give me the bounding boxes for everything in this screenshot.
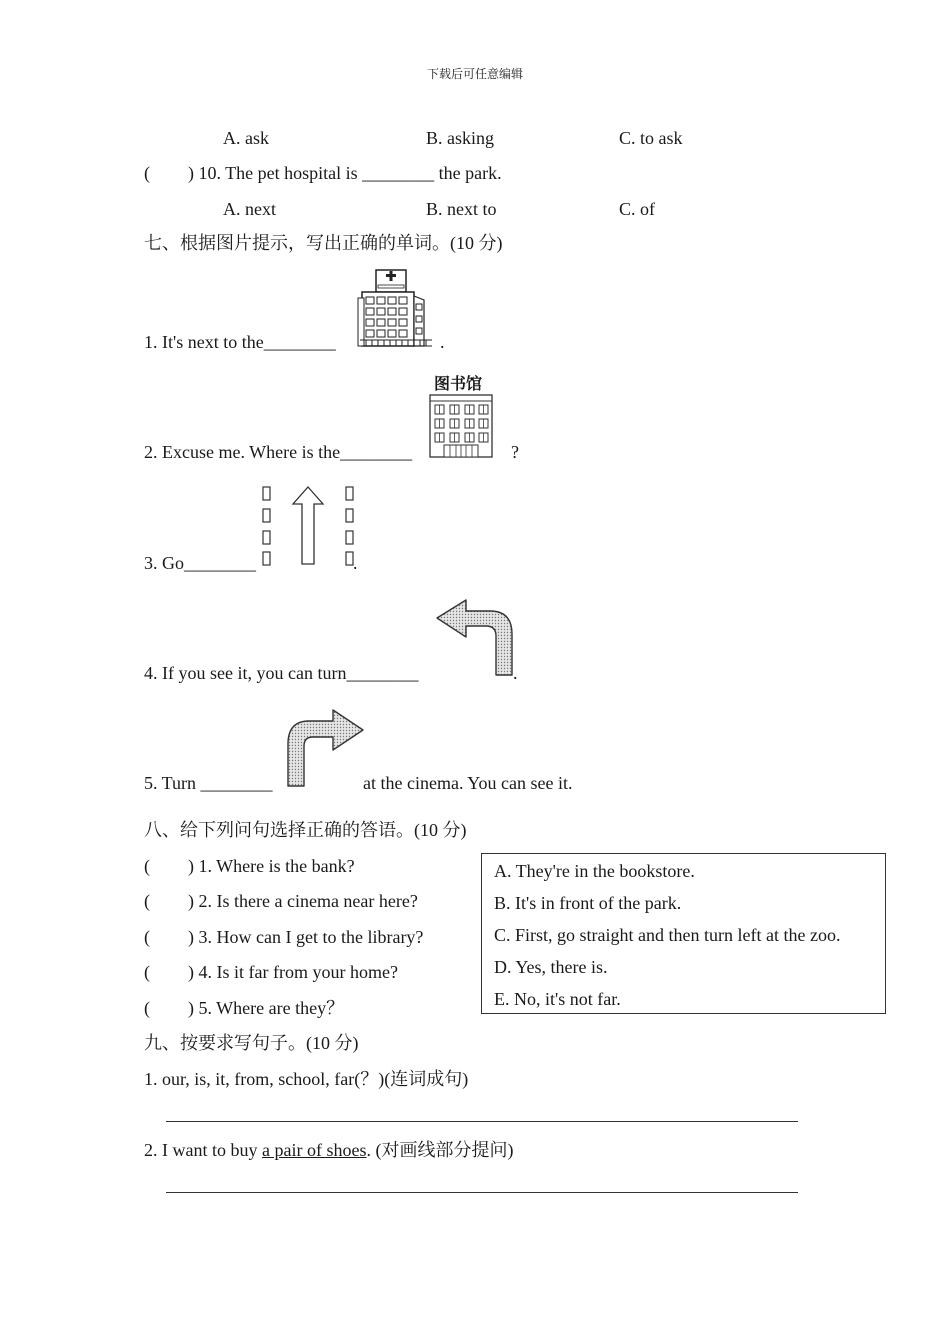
s7-item5-text: 5. Turn ________ <box>144 773 273 793</box>
s7-item3-end: . <box>353 553 358 573</box>
section9-title: 九、按要求写句子。(10 分) <box>144 1033 359 1053</box>
answer-option-d: D. Yes, there is. <box>494 957 608 977</box>
answer-option-b: B. It's in front of the park. <box>494 893 682 913</box>
s8-q1-text: 1. Where is the bank? <box>198 856 355 876</box>
s7-item2-text: 2. Excuse me. Where is the________ <box>144 442 413 462</box>
s8-q5 <box>188 997 344 1019</box>
turn-right-icon <box>285 708 367 790</box>
s9-answer-line-2[interactable] <box>166 1192 798 1193</box>
s7-item1-text: 1. It's next to the________ <box>144 332 336 352</box>
s7-item2-end: ? <box>511 442 519 462</box>
s8-q1-paren-open: ( <box>144 856 150 876</box>
library-icon <box>428 393 496 459</box>
s7-item3-text: 3. Go________ <box>144 553 256 573</box>
s8-q5-paren-open: ( <box>144 998 150 1018</box>
s9-answer-line-1[interactable] <box>166 1121 798 1122</box>
q10-option-b: B. next to <box>426 199 497 219</box>
q9-option-c: C. to ask <box>619 128 683 148</box>
s9-item2 <box>144 1139 513 1161</box>
section7-title: 七、根据图片提示，写出正确的单词。(10 分) <box>144 233 503 253</box>
s7-item4-end: . <box>513 663 518 683</box>
s8-q5-paren-close: ) <box>188 998 194 1018</box>
s7-item5-end: at the cinema. You can see it. <box>363 773 573 793</box>
go-straight-icon <box>258 482 362 568</box>
q10-option-a: A. next <box>223 199 276 219</box>
s8-q2-text: 2. Is there a cinema near here? <box>198 891 418 911</box>
s9-item2-post: . (对画线部分提问) <box>366 1140 514 1160</box>
q9-option-a: A. ask <box>223 128 269 148</box>
s8-q3-text: 3. How can I get to the library? <box>198 927 424 947</box>
s8-q4-paren-open: ( <box>144 962 150 982</box>
q10-text-line <box>188 162 502 184</box>
s9-item2-pre: 2. I want to buy <box>144 1140 262 1160</box>
s8-q2 <box>188 890 418 912</box>
s8-q3-paren-open: ( <box>144 927 150 947</box>
hospital-icon <box>356 268 436 348</box>
section8-title: 八、给下列问句选择正确的答语。(10 分) <box>144 820 467 840</box>
q9-option-b: B. asking <box>426 128 495 148</box>
q10-paren-close: ) <box>188 163 194 183</box>
s7-item1-end: . <box>440 332 445 352</box>
s9-item2-underlined: a pair of shoes <box>261 1140 367 1160</box>
q10-paren-open: ( <box>144 163 150 183</box>
s8-q3-paren-close: ) <box>188 927 194 947</box>
library-sign: 图书馆 <box>434 374 483 393</box>
s8-q3 <box>188 926 423 948</box>
answer-option-c: C. First, go straight and then turn left at the zoo. <box>494 925 841 945</box>
s7-item4-text: 4. If you see it, you can turn________ <box>144 663 419 683</box>
s8-q1-paren-close: ) <box>188 856 194 876</box>
turn-left-icon <box>434 598 516 678</box>
q10-text: 10. The pet hospital is ________ the park. <box>198 163 502 183</box>
s8-q1 <box>188 855 355 877</box>
answer-option-a: A. They're in the bookstore. <box>494 861 695 881</box>
s8-q4-text: 4. Is it far from your home? <box>198 962 398 982</box>
q10-option-c: C. of <box>619 199 655 219</box>
s8-q2-paren-close: ) <box>188 891 194 911</box>
page-header: 下载后可任意编辑 <box>426 67 523 81</box>
s8-q4-paren-close: ) <box>188 962 194 982</box>
s9-item1: 1. our, is, it, from, school, far(？)(连词成句) <box>144 1069 469 1089</box>
s8-q4 <box>188 961 398 983</box>
s8-q5-text: 5. Where are they？ <box>198 998 345 1018</box>
s8-q2-paren-open: ( <box>144 891 150 911</box>
answer-options-box <box>481 853 886 1014</box>
answer-option-e: E. No, it's not far. <box>494 989 621 1009</box>
